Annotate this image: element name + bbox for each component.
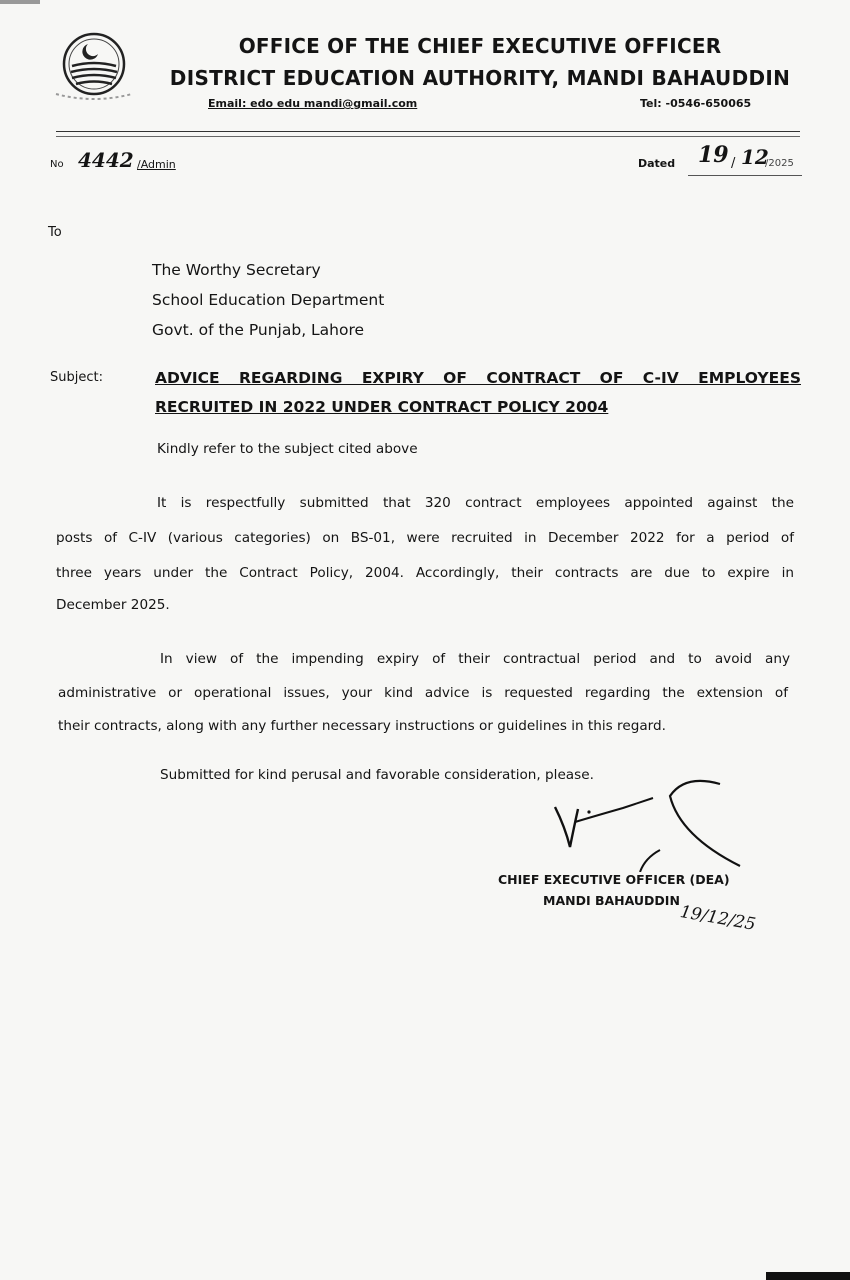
paragraph-2-line: administrative or operational issues, your kind advice is requested regarding the extension of [58, 685, 788, 701]
scan-corner-mark [766, 1272, 850, 1280]
signatory-location: MANDI BAHAUDDIN [543, 893, 680, 908]
header-divider [56, 131, 800, 132]
office-title: OFFICE OF THE CHIEF EXECUTIVE OFFICER [238, 34, 722, 58]
date-day: 19 [698, 142, 729, 168]
addressee-line: School Education Department [152, 291, 385, 309]
scan-mark [0, 0, 40, 4]
subject-line-1: ADVICE REGARDING EXPIRY OF CONTRACT OF C-IV EMPLOYEES [155, 369, 801, 387]
addressee-line: Govt. of the Punjab, Lahore [152, 321, 365, 339]
paragraph-1-line: three years under the Contract Policy, 2004. Accordingly, their contracts are due to expire in [56, 565, 794, 581]
paragraph-1-line: December 2025. [56, 597, 170, 613]
paragraph-2-line: In view of the impending expiry of their contractual period and to avoid any [160, 651, 790, 667]
subject-label: Subject: [50, 370, 103, 385]
authority-title: DISTRICT EDUCATION AUTHORITY, MANDI BAHAUDDIN [169, 66, 791, 90]
subject-line-2: RECRUITED IN 2022 UNDER CONTRACT POLICY 2004 [155, 398, 609, 416]
dated-label: Dated [638, 157, 676, 170]
paragraph-1-line: It is respectfully submitted that 320 contract employees appointed against the [157, 495, 794, 511]
paragraph-1-line: posts of C-IV (various categories) on BS-01, were recruited in December 2022 for a period of [56, 530, 794, 546]
date-underline [688, 175, 802, 176]
ref-no-label: No [50, 159, 64, 170]
date-month: 12 [741, 145, 769, 169]
signatory-title: CHIEF EXECUTIVE OFFICER (DEA) [498, 872, 730, 887]
date-separator: / [731, 156, 736, 171]
email-line: Email: edo edu mandi@gmail.com [208, 97, 418, 110]
closing-line: Submitted for kind perusal and favorable consideration, please. [160, 767, 594, 783]
tel-line: Tel: -0546-650065 [640, 97, 752, 110]
ref-number: 4442 [78, 148, 134, 172]
to-label: To [48, 225, 62, 240]
handwritten-signature [545, 772, 745, 872]
header-divider-thin [56, 136, 800, 137]
paragraph-2-line: their contracts, along with any further necessary instructions or guidelines in this regard. [58, 718, 666, 734]
date-year: /2025 [765, 158, 794, 169]
signature-date: 19/12/25 [678, 902, 758, 935]
ref-suffix: /Admin [137, 158, 176, 171]
addressee-line: The Worthy Secretary [152, 261, 321, 279]
intro-line: Kindly refer to the subject cited above [157, 441, 418, 457]
